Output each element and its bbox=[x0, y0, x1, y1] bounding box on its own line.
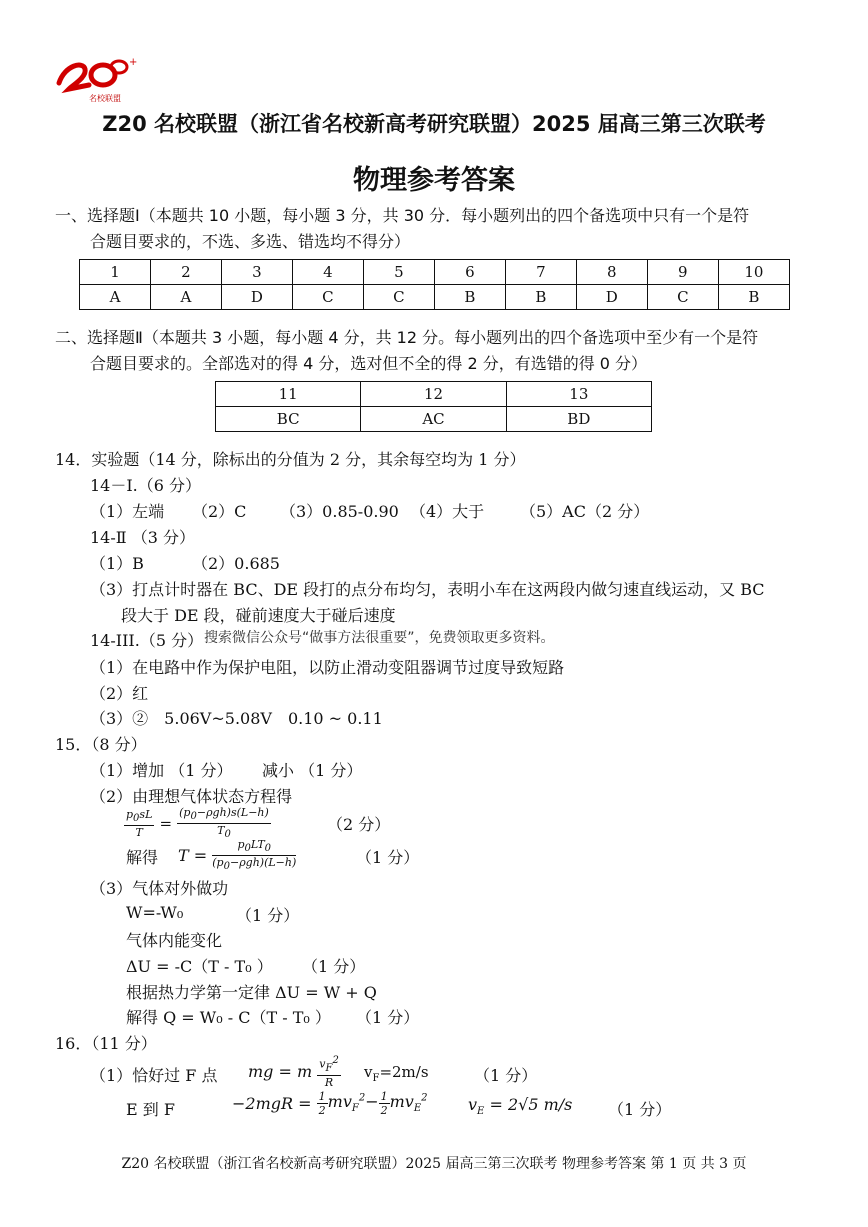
document-title: Z20 名校联盟（浙江省名校新高考研究联盟）2025 届高三第三次联考 bbox=[102, 112, 766, 136]
q15-c1: W=-W₀ bbox=[126, 903, 184, 922]
section2-line1: 二、选择题Ⅱ（本题共 3 小题，每小题 4 分，共 12 分。每小题列出的四个备选项中至少有一个是符 bbox=[55, 328, 759, 347]
q15-c3-points: （1 分） bbox=[302, 957, 366, 976]
q15-b-points: （2 分） bbox=[327, 815, 391, 834]
table-cell: C bbox=[363, 285, 434, 310]
q14-part2-a: （1）B bbox=[90, 554, 144, 573]
q14-part1-head: 14－I.（6 分） bbox=[90, 476, 202, 495]
q15-a1: （1）增加 （1 分） bbox=[90, 761, 233, 780]
table-cell: B bbox=[505, 285, 576, 310]
q15-a2: 减小 （1 分） bbox=[262, 761, 363, 780]
table-cell: 5 bbox=[363, 260, 434, 285]
logo-text: 名校联盟 bbox=[89, 94, 121, 103]
q15-c5: 解得 Q = W₀ - C（T - T₀ ） bbox=[126, 1008, 331, 1027]
table-cell: BC bbox=[216, 407, 361, 432]
q14-part3-c: （3）② 5.06V~5.08V 0.10 ~ 0.11 bbox=[90, 709, 383, 728]
q16-vf bbox=[364, 1063, 429, 1084]
table-cell: 7 bbox=[505, 260, 576, 285]
table-cell: 4 bbox=[292, 260, 363, 285]
table-cell: 8 bbox=[576, 260, 647, 285]
q16-vf-symbol: v bbox=[364, 1063, 373, 1081]
q14-part3-a: （1）在电路中作为保护电阻，以防止滑动变阻器调节过度导致短路 bbox=[90, 658, 565, 677]
q16-equation-ve: $v_E = 2√5$ m/s bbox=[468, 1095, 573, 1118]
q14-part2-c1: （3）打点计时器在 BC、DE 段打的点分布均匀，表明小车在这两段内做匀速直线运动，又 BC bbox=[90, 580, 765, 599]
q14-head: 14．实验题（14 分，除标出的分值为 2 分，其余每空均为 1 分） bbox=[55, 450, 526, 469]
page-footer: Z20 名校联盟（浙江省名校新高考研究联盟）2025 届高三第三次联考 物理参考答案 第 1 页 共 3 页 bbox=[121, 1156, 747, 1172]
section2-line2: 合题目要求的。全部选对的得 4 分，选对但不全的得 2 分，有选错的得 0 分） bbox=[90, 354, 648, 373]
q14-part3-head: 14-III.（5 分） bbox=[90, 631, 204, 650]
table-cell: A bbox=[80, 285, 151, 310]
q15-head: 15．（8 分） bbox=[55, 735, 147, 754]
q15-c3: ΔU = -C（T - T₀ ） bbox=[126, 957, 273, 976]
q14-part1-e: （5）AC（2 分） bbox=[520, 502, 650, 521]
q16-equation-b: −2mgR = $\frac{1}{2}$ $mv_F^2-$ $\frac{1}{2}$ $mv_E^2$ bbox=[232, 1090, 428, 1117]
table-cell: C bbox=[647, 285, 718, 310]
section1-line2: 合题目要求的，不选、多选、错选均不得分） bbox=[90, 232, 411, 251]
table-cell: B bbox=[434, 285, 505, 310]
table-row-numbers bbox=[216, 382, 652, 407]
svg-text:+: + bbox=[129, 57, 138, 68]
table-cell: BD bbox=[506, 407, 651, 432]
q16-head: 16．（11 分） bbox=[55, 1034, 157, 1053]
table-row-answers bbox=[80, 285, 790, 310]
q14-part1-b: （2）C bbox=[192, 502, 247, 521]
table-cell: 10 bbox=[718, 260, 789, 285]
table-cell: AC bbox=[361, 407, 506, 432]
table-cell: C bbox=[292, 285, 363, 310]
q14-part2-b: （2）0.685 bbox=[192, 554, 280, 573]
q14-part3-note: 搜索微信公众号“做事方法很重要”，免费领取更多资料。 bbox=[204, 630, 555, 646]
answer-table-2 bbox=[215, 381, 652, 432]
table-cell: D bbox=[221, 285, 292, 310]
table-cell: D bbox=[576, 285, 647, 310]
table-cell: 11 bbox=[216, 382, 361, 407]
table-cell: 6 bbox=[434, 260, 505, 285]
table-cell: 1 bbox=[80, 260, 151, 285]
table-row-answers bbox=[216, 407, 652, 432]
q15-c4: 根据热力学第一定律 ΔU = W + Q bbox=[126, 983, 377, 1002]
table-cell: A bbox=[150, 285, 221, 310]
q15-c: （3）气体对外做功 bbox=[90, 879, 229, 898]
table-cell: 12 bbox=[361, 382, 506, 407]
q14-part1-d: （4）大于 bbox=[410, 502, 485, 521]
q16-a-label: （1）恰好过 F 点 bbox=[90, 1066, 218, 1085]
q14-part1-c: （3）0.85-0.90 bbox=[280, 502, 399, 521]
q16-b-label: E 到 F bbox=[126, 1100, 175, 1119]
answer-table-1 bbox=[79, 259, 790, 310]
q14-part1-a: （1）左端 bbox=[90, 502, 165, 521]
table-cell: 13 bbox=[506, 382, 651, 407]
q16-equation-a: mg = m $\frac{v_F^2}{R}$ bbox=[248, 1055, 339, 1089]
q14-part2-head: 14-Ⅱ （3 分） bbox=[90, 528, 195, 547]
table-cell: B bbox=[718, 285, 789, 310]
q16-a-points: （1 分） bbox=[474, 1066, 538, 1085]
table-cell: 9 bbox=[647, 260, 718, 285]
q15-equation-2: T = $\frac{p_0LT_0}{(p_0-\rho gh)(L-h)}$ bbox=[178, 838, 297, 873]
table-cell: 2 bbox=[150, 260, 221, 285]
table-row-numbers bbox=[80, 260, 790, 285]
q15-b2-label: 解得 bbox=[126, 848, 159, 867]
q14-part3-b: （2）红 bbox=[90, 684, 149, 703]
q15-c5-points: （1 分） bbox=[356, 1008, 420, 1027]
logo bbox=[55, 55, 140, 105]
q16-vf-subscript: F bbox=[372, 1073, 380, 1084]
q16-b-points: （1 分） bbox=[608, 1100, 672, 1119]
q14-part2-c2: 段大于 DE 段，碰前速度大于碰后速度 bbox=[121, 606, 396, 625]
document-subtitle: 物理参考答案 bbox=[353, 165, 515, 196]
q15-b2-points: （1 分） bbox=[356, 848, 420, 867]
q15-c1-points: （1 分） bbox=[236, 906, 300, 925]
q16-vf-value: =2m/s bbox=[379, 1063, 429, 1081]
q15-equation-1: $\frac{p_0sL}{T}$ = $\frac{(p_0-\rho gh)s(L-h)}{T_0}$ bbox=[126, 806, 269, 841]
section1-line1: 一、选择题Ⅰ（本题共 10 小题，每小题 3 分，共 30 分．每小题列出的四个备选项中只有一个是符 bbox=[55, 206, 750, 225]
q15-b: （2）由理想气体状态方程得 bbox=[90, 787, 293, 806]
logo-mark-icon bbox=[55, 55, 140, 95]
table-cell: 3 bbox=[221, 260, 292, 285]
q15-c2: 气体内能变化 bbox=[126, 931, 223, 950]
